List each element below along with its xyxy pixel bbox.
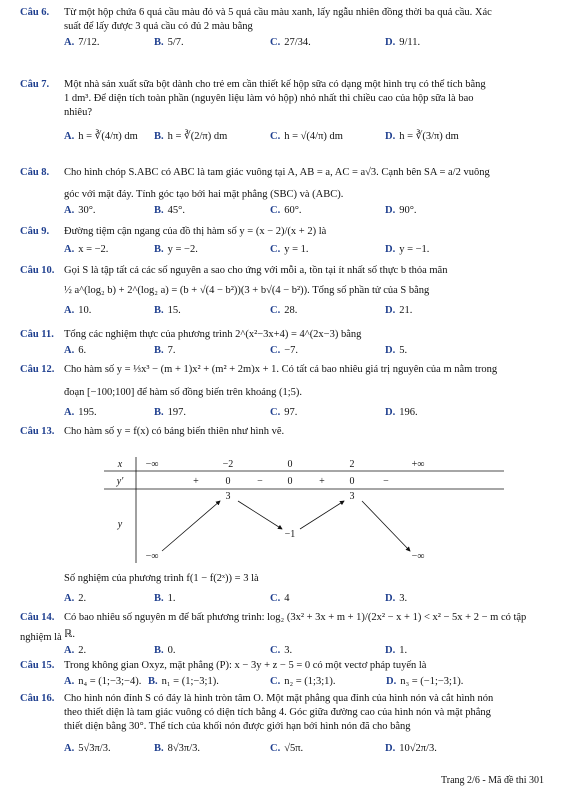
question-number: Câu 8. (20, 167, 50, 178)
x-value: 0 (287, 459, 293, 470)
question-stem: Cho hàm số y = ⅓x³ − (m + 1)x² + (m² + 2m)x + 1. Có tất cả bao nhiêu giá trị nguyên của m nằm trong (64, 364, 498, 375)
option-c[interactable]: C. n₂ = (1;3;1). (270, 676, 336, 687)
option-a[interactable]: A. 10. (64, 305, 92, 316)
option-b[interactable]: B. 15. (154, 305, 181, 316)
question-stem-cont: 1 dm³. Để diện tích toàn phần (nguyên liệu làm vỏ hộp) nhỏ nhất thì chiều cao của hộp sữa là bao (64, 93, 474, 104)
question-number: Câu 15. (20, 660, 55, 671)
sign: 0 (349, 476, 355, 487)
option-d[interactable]: D. 21. (385, 305, 413, 316)
option-d[interactable]: D. 10√2π/3. (385, 743, 437, 754)
question-stem-cont: ℝ. (64, 629, 75, 640)
variation-table (104, 455, 524, 565)
option-c[interactable]: C. 3. (270, 645, 293, 656)
question-stem: Gọi S là tập tất cả các số nguyên a sao cho ứng với mỗi a, tồn tại ít nhất số thực b thỏa mãn (64, 265, 448, 276)
yprime-label: y' (116, 476, 124, 487)
option-d[interactable]: D. 196. (385, 407, 418, 418)
y-value: −1 (284, 529, 296, 540)
y-label: y (117, 519, 123, 530)
question-number: Câu 16. (20, 693, 55, 704)
y-end: −∞ (145, 551, 159, 562)
option-d[interactable]: D. 9/11. (385, 37, 421, 48)
question-number: Câu 11. (20, 329, 54, 340)
question-number: Câu 6. (20, 7, 50, 18)
y-value: 3 (225, 491, 231, 502)
option-b[interactable]: B. 5/7. (154, 37, 184, 48)
sign: − (383, 476, 389, 487)
question-stem: Cho hàm số y = f(x) có bảng biến thiên như hình vẽ. (64, 426, 285, 437)
question-11 (20, 328, 550, 360)
option-a[interactable]: A. x = −2. (64, 244, 109, 255)
option-d[interactable]: D. h = ∛(3/π) dm (385, 131, 459, 142)
option-b[interactable]: B. 7. (154, 345, 176, 356)
option-b[interactable]: B. 0. (154, 645, 176, 656)
question-stem-cont: đoạn [−100;100] để hàm số đồng biến trên khoảng (1;5). (64, 387, 303, 398)
page-footer: Trang 2/6 - Mã đề thi 301 (441, 775, 544, 786)
question-stem: Trong không gian Oxyz, mặt phẳng (P): x − 3y + z − 5 = 0 có một vectơ pháp tuyến là (64, 660, 427, 671)
question-16 (20, 692, 550, 758)
option-b[interactable]: B. 197. (154, 407, 187, 418)
option-d[interactable]: D. y = −1. (385, 244, 430, 255)
option-d[interactable]: D. 1. (385, 645, 408, 656)
question-13 (20, 425, 550, 439)
sign: 0 (287, 476, 293, 487)
question-9 (20, 223, 550, 259)
option-c[interactable]: C. y = 1. (270, 244, 309, 255)
question-13-cont (20, 572, 550, 608)
option-a[interactable]: A. 5√3π/3. (64, 743, 111, 754)
question-stem-cont: suất để lấy được 3 quả cầu có đủ 2 màu bằng (64, 21, 253, 32)
question-14 (20, 608, 550, 660)
option-b[interactable]: B. 8√3π/3. (154, 743, 200, 754)
option-c[interactable]: C. −7. (270, 345, 299, 356)
option-c[interactable]: C. h = √(4/π) dm (270, 131, 343, 142)
arrow-down (238, 501, 282, 529)
option-b[interactable]: B. 45°. (154, 205, 185, 216)
question-10 (20, 264, 550, 320)
option-c[interactable]: C. √5π. (270, 743, 304, 754)
arrow-up (162, 501, 220, 551)
question-stem-cont: nhiêu? (64, 107, 92, 118)
option-b[interactable]: B. h = ∛(2/π) dm (154, 131, 228, 142)
question-number: Câu 12. (20, 364, 55, 375)
option-c[interactable]: C. 28. (270, 305, 298, 316)
question-stem: Cho hình nón đỉnh S có đáy là hình tròn tâm O. Một mặt phẳng qua đỉnh của hình nón và cắt hình nón (64, 693, 494, 704)
option-a[interactable]: A. h = ∛(4/π) dm (64, 131, 138, 142)
option-c[interactable]: C. 27/34. (270, 37, 311, 48)
x-value: −∞ (145, 459, 159, 470)
sign: 0 (225, 476, 231, 487)
question-stem: Từ một hộp chứa 6 quả cầu màu đỏ và 5 quả cầu màu xanh, lấy ngẫu nhiên đồng thời ba quả cầu. Xác (64, 7, 492, 18)
question-stem: Cho hình chóp S.ABC có ABC là tam giác vuông tại A, AB = a, AC = a√3. Cạnh bên SA = a/2 vuông (64, 167, 490, 178)
question-stem-cont: thiết diện bằng 30°. Thể tích của khối nón được giới hạn bởi hình nón đã cho bằng (64, 721, 411, 732)
x-value: 2 (349, 459, 355, 470)
option-a[interactable]: A. 7/12. (64, 37, 100, 48)
question-number: Câu 9. (20, 226, 50, 237)
question-stem-cont: góc với mặt đáy. Tính góc tạo bởi hai mặt phẳng (SBC) và (ABC). (64, 189, 344, 200)
option-a[interactable]: A. 2. (64, 645, 87, 656)
option-a[interactable]: A. 2. (64, 593, 87, 604)
option-a[interactable]: A. 195. (64, 407, 97, 418)
question-stem: Một nhà sản xuất sữa bột dành cho trẻ em cần thiết kế hộp sữa có dạng một hình trụ có thể tích bằng (64, 79, 486, 90)
question-number: Câu 7. (20, 79, 50, 90)
option-d[interactable]: D. n₃ = (−1;−3;1). (386, 676, 464, 687)
arrow-down (362, 501, 410, 551)
question-stem: Đường tiệm cận ngang của đồ thị hàm số y = (x − 2)/(x + 2) là (64, 226, 327, 237)
y-end: −∞ (411, 551, 425, 562)
option-b[interactable]: B. n₁ = (1;−3;1). (148, 676, 219, 687)
option-c[interactable]: C. 60°. (270, 205, 302, 216)
question-number: Câu 14. (20, 612, 55, 623)
sign: + (193, 476, 199, 487)
option-a[interactable]: A. n₄ = (1;−3;−4). (64, 676, 142, 687)
question-stem-cont: Số nghiệm của phương trình f(1 − f(2ˣ)) = 3 là (64, 573, 259, 584)
arrow-up (300, 501, 344, 529)
question-stem: Có bao nhiêu số nguyên m để bất phương trình: log₂ (3x² + 3x + m + 1)/(2x² − x + 1) < x² − 5x + 2 − m có tập nghiệm là (20, 612, 527, 643)
option-a[interactable]: A. 6. (64, 345, 87, 356)
x-value: +∞ (411, 459, 425, 470)
question-12 (20, 360, 550, 422)
option-a[interactable]: A. 30°. (64, 205, 96, 216)
sign: − (257, 476, 263, 487)
question-15 (20, 659, 550, 691)
question-number: Câu 10. (20, 265, 55, 276)
x-value: −2 (222, 459, 234, 470)
question-stem: Tổng các nghiệm thực của phương trình 2^(x²−3x+4) = 4^(2x−3) bằng (64, 329, 362, 340)
y-value: 3 (349, 491, 355, 502)
question-number: Câu 13. (20, 426, 55, 437)
question-stem-cont: ½ a^(log₂ b) + 2^(log₂ a) = (b + √(4 − b²))(3 + b√(4 − b²)). Tổng số phần tử của S bằng (64, 285, 430, 296)
question-7 (20, 78, 550, 150)
sign: + (319, 476, 325, 487)
x-label: x (117, 459, 123, 470)
option-d[interactable]: D. 5. (385, 345, 408, 356)
option-c[interactable]: C. 4 (270, 593, 290, 604)
question-stem-cont: theo thiết diện là tam giác vuông có diện tích bằng 4. Góc giữa đường cao của hình nón và mặt phẳng (64, 707, 491, 718)
option-d[interactable]: D. 3. (385, 593, 408, 604)
option-c[interactable]: C. 97. (270, 407, 298, 418)
option-b[interactable]: B. 1. (154, 593, 176, 604)
option-d[interactable]: D. 90°. (385, 205, 417, 216)
question-6 (20, 6, 550, 58)
option-b[interactable]: B. y = −2. (154, 244, 198, 255)
question-8 (20, 162, 550, 220)
